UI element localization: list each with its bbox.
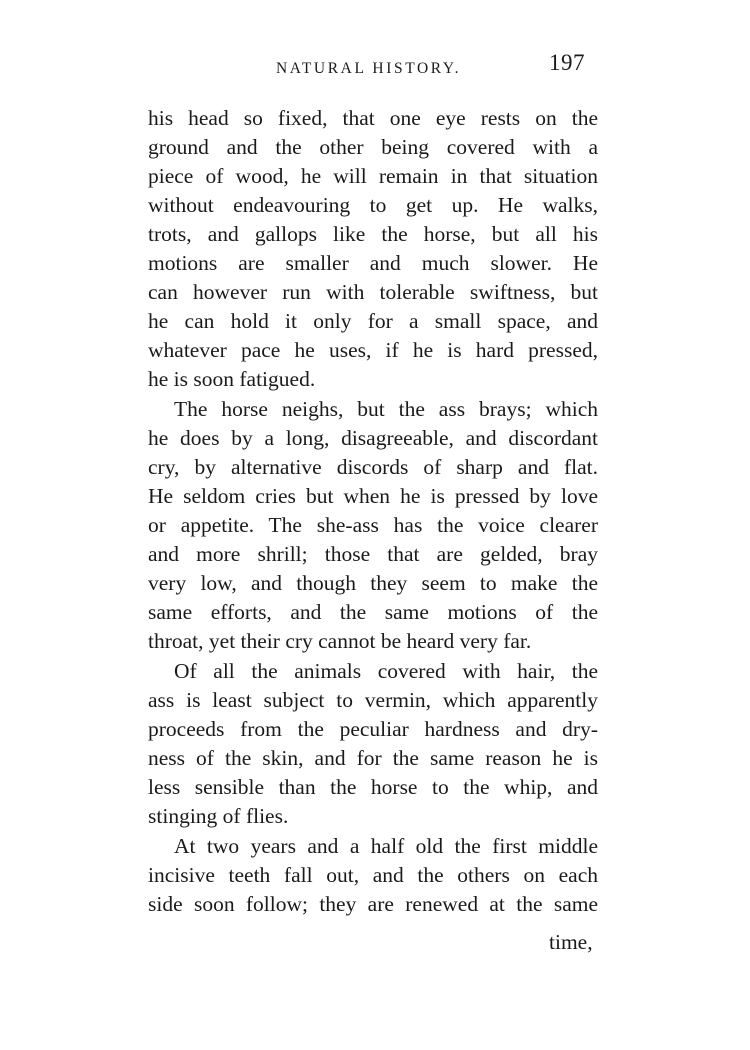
text-line: he does by a long, disagreeable, and discordant — [148, 426, 598, 450]
text-line: less sensible than the horse to the whip, and — [148, 775, 598, 799]
text-line: very low, and though they seem to make the — [148, 571, 598, 595]
paragraph-first-line: The horse neighs, but the ass brays; which — [174, 397, 598, 421]
text-line: ass is least subject to vermin, which apparently — [148, 688, 598, 712]
text-line: and more shrill; those that are gelded, bray — [148, 542, 598, 566]
text-line: stinging of flies. — [148, 804, 289, 828]
text-line: ness of the skin, and for the same reason he is — [148, 746, 598, 770]
text-line: side soon follow; they are renewed at the same — [148, 892, 598, 916]
text-line: without endeavouring to get up. He walks, — [148, 193, 598, 217]
catchword: time, — [549, 930, 593, 954]
text-line: throat, yet their cry cannot be heard very far. — [148, 629, 532, 653]
text-line: incisive teeth fall out, and the others on each — [148, 863, 598, 887]
text-line: ground and the other being covered with a — [148, 135, 598, 159]
text-line: proceeds from the peculiar hardness and dry- — [148, 717, 598, 741]
paragraph-first-line: Of all the animals covered with hair, the — [174, 659, 598, 683]
text-line: whatever pace he uses, if he is hard pressed, — [148, 338, 598, 362]
running-head: NATURAL HISTORY. — [276, 60, 462, 77]
text-line: he can hold it only for a small space, and — [148, 309, 598, 333]
text-line: he is soon fatigued. — [148, 367, 316, 391]
text-line: or appetite. The she-ass has the voice clearer — [148, 513, 598, 537]
text-line: his head so fixed, that one eye rests on the — [148, 106, 598, 130]
text-line: He seldom cries but when he is pressed by love — [148, 484, 598, 508]
text-line: same efforts, and the same motions of the — [148, 600, 598, 624]
page-number: 197 — [549, 50, 585, 75]
paragraph-first-line: At two years and a half old the first middle — [174, 834, 598, 858]
text-line: motions are smaller and much slower. He — [148, 251, 598, 275]
text-line: trots, and gallops like the horse, but all his — [148, 222, 598, 246]
text-line: can however run with tolerable swiftness, but — [148, 280, 598, 304]
text-line: piece of wood, he will remain in that situation — [148, 164, 598, 188]
text-line: cry, by alternative discords of sharp and flat. — [148, 455, 598, 479]
body-text — [148, 104, 598, 919]
